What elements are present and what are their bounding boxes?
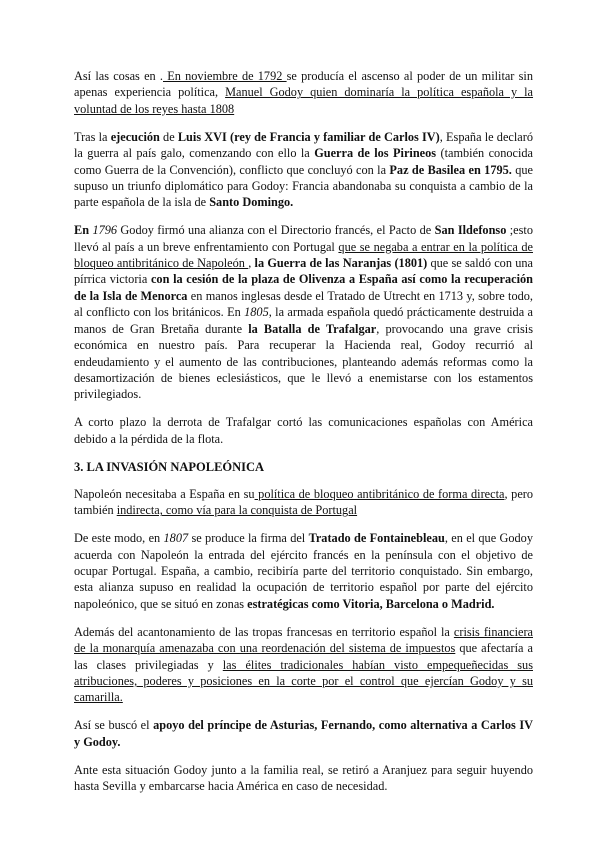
text-span: Tras la <box>74 129 111 144</box>
underlined-text: que se negaba a entrar en la política de bloqueo antibritánico de Napoleón <box>74 239 533 271</box>
text-span: que supuso un triunfo diplomático para Godoy: Francia abandonaba su conquista a cambio de la parte española de la isla de <box>74 162 533 210</box>
italic-text: 1805 <box>244 305 269 320</box>
text-span: , España le declaró la guerra al país galo, comenzando con ello la <box>74 129 533 161</box>
bold-text: Santo Domingo. <box>209 195 294 210</box>
italic-text: 1807 <box>163 531 189 546</box>
bold-text: apoyo del príncipe de Asturias, Fernando, como alternativa a Carlos IV y Godoy. <box>74 718 533 749</box>
text-span: se producía el ascenso al poder de un militar sin apenas experiencia política, <box>74 69 533 100</box>
underlined-text: las élites tradicionales habían visto empequeñecidas sus atribuciones, poderes y posiciones en la corte por el control que ejercían Godoy y su camarilla. <box>74 657 533 705</box>
bold-text: En <box>74 223 93 238</box>
text-span: , la armada española quedó prácticamente destruida a manos de Gran Bretaña durante <box>74 305 533 336</box>
text-span: , en el que Godoy acuerda con Napoleón la entrada del ejército francés en la península con el objetivo de ocupar Portugal. España, a cambio, recibiría parte del territorio conquistado. Sin embargo, esta alianza supuso en realidad la ocupación de territorio español por parte del ejército napoleónico, que se situó en zonas <box>74 531 533 611</box>
text-span: que se saldó con una pírrica victoria <box>74 256 533 287</box>
paragraph-trafalgar-consequence: A corto plazo la derrota de Trafalgar cortó las comunicaciones españolas con América debido a la pérdida de la flota. <box>74 415 533 446</box>
paragraph-san-ildefonso <box>74 222 533 402</box>
bold-text: Guerra de los Pirineos <box>314 146 437 161</box>
bold-text: Luis XVI (rey de Francia y familiar de Carlos IV) <box>177 129 440 144</box>
bold-text: Paz de Basilea en 1795. <box>389 162 512 177</box>
underlined-text: indirecta, como vía para la conquista de Portugal <box>116 503 358 518</box>
paragraph-war-of-pyrenees <box>74 129 533 211</box>
bold-text: estratégicas como Vitoria, Barcelona o Madrid. <box>247 596 495 611</box>
text-span: Godoy firmó una alianza con el Directorio francés, el Pacto de <box>117 223 435 238</box>
bold-text: Tratado de Fontainebleau <box>308 531 445 546</box>
text-span: se produce la firma del <box>188 531 309 546</box>
bold-text: con la cesión de la plaza de Olivenza a España así como la recuperación de la Isla de Menorca <box>74 272 534 303</box>
text-span: que afectaría a las clases privilegiadas y <box>74 641 534 672</box>
text-span: ;esto llevó al país a un breve enfrentamiento con Portugal <box>74 223 533 254</box>
text-span: , <box>248 256 255 271</box>
bold-text: la Guerra de las Naranjas (1801) <box>254 256 428 271</box>
bold-text: ejecución <box>110 129 160 144</box>
text-span: (también conocida como Guerra de la Convención), conflicto que concluyó con la <box>74 146 533 177</box>
text-span: , pero también <box>74 486 534 518</box>
bold-text: San Ildefonso <box>434 223 507 238</box>
document-body <box>74 68 533 806</box>
paragraph-financial-crisis <box>74 624 533 706</box>
italic-text: 1796 <box>92 223 118 238</box>
text-span: De este modo, en <box>74 531 164 546</box>
paragraph-napoleon-needs <box>74 486 533 519</box>
paragraph-aranjuez: Ante esta situación Godoy junto a la familia real, se retiró a Aranjuez para seguir huyendo hasta Sevilla y embarcarse hacia América en caso de necesidad. <box>74 762 533 794</box>
text-span: de <box>159 129 178 144</box>
paragraph-fontainebleau <box>74 530 533 612</box>
text-span: Así se buscó el <box>74 718 154 733</box>
underlined-text: Manuel Godoy quien dominaría la política española y la voluntad de los reyes hasta 1808 <box>74 85 534 116</box>
text-span: Napoleón necesitaba a España en su <box>74 486 255 501</box>
bold-text: la Batalla de Trafalgar <box>248 321 377 336</box>
text-span: Así las cosas en . <box>74 69 163 83</box>
paragraph-fernando-support <box>74 717 533 750</box>
text-span: en manos inglesas desde el Tratado de Utrecht en 1713 y, sobre todo, al conflicto con los británicos. En <box>74 288 533 320</box>
underlined-text: crisis financiera de la monarquía amenazaba con una reordenación del sistema de impuestos <box>74 624 533 656</box>
underlined-text: En noviembre de 1792 <box>163 69 287 83</box>
section-heading: 3. LA INVASIÓN NAPOLEÓNICA <box>74 459 265 474</box>
underlined-text: política de bloqueo antibritánico de forma directa <box>254 486 505 501</box>
paragraph-godoy-rise <box>74 68 533 117</box>
text-span: , provocando una grave crisis económica en nuestro país. Para recuperar la Hacienda real, Godoy recurrió al endeudamiento y el aumento de las contribuciones, planteando además reformas como la desamortización de bienes eclesiásticos, que le llevó a enemistarse con los estamentos privilegiados. <box>74 321 533 402</box>
text-span: Además del acantonamiento de las tropas francesas en territorio español la <box>74 624 454 639</box>
